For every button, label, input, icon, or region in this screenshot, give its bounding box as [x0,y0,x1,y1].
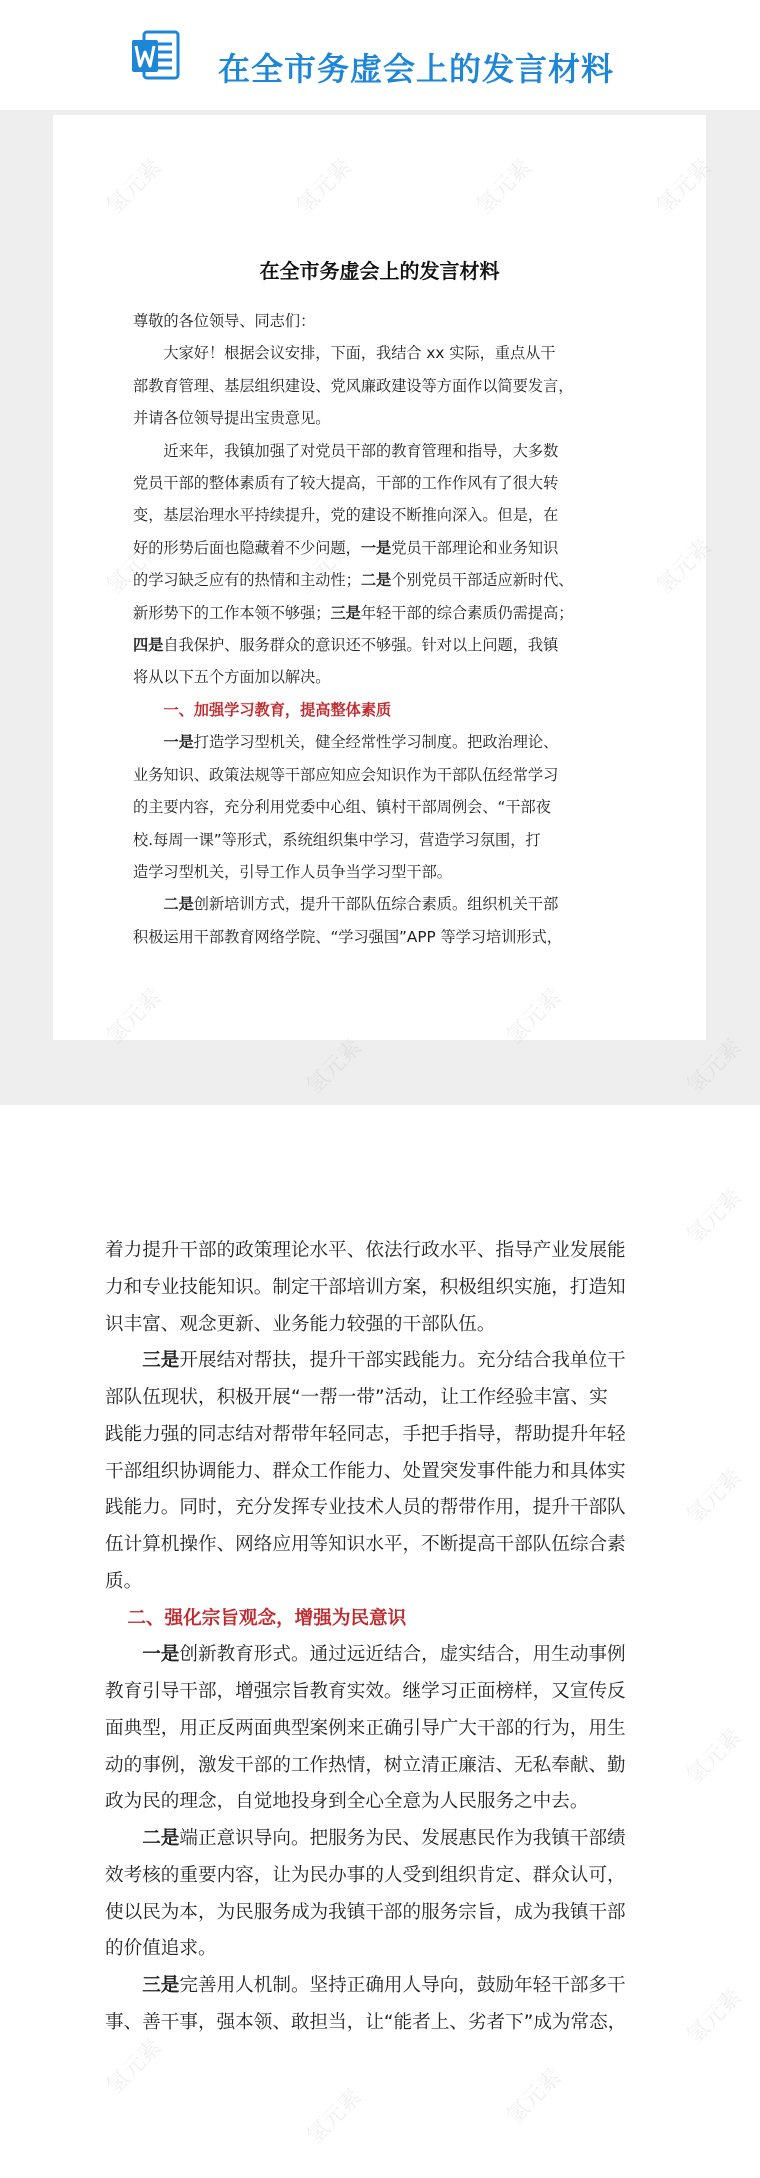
text-line [133,759,633,791]
text-line [133,564,633,596]
text-run: 践能力。同时，充分发挥专业技术人员的帮带作用，提升干部队 [105,1497,626,1519]
text-run: 创新培训方式，提升干部队伍综合素质。组织机关干部 [193,895,559,914]
text-run: 伍计算机操作、网络应用等知识水平，不断提高干部队伍综合素 [105,1534,626,1555]
text-run: 的主要内容，充分利用党委中心组、镇村干部周例会、“干部夜 [133,798,551,817]
text-line [105,1674,665,1711]
text-run: 积极运用干部教育网络学院、“学习强国”APP 等学习培训形式， [133,927,562,946]
word-document-icon [132,30,180,82]
text-line [133,661,633,693]
bold-marker: 一是 [360,538,392,557]
text-run: 端正意识导向。把服务为民、发展惠民作为我镇干部绩 [179,1828,626,1849]
section-heading [105,1601,665,1638]
text-line [105,1527,665,1564]
text-line [133,824,633,856]
text-run: 践能力强的同志结对帮带年轻同志，手把手指导，帮助提升年轻 [105,1423,626,1445]
watermark-text: 氢元素 [682,1184,747,1250]
text-line [133,402,633,434]
text-line [133,370,633,402]
text-line [133,305,633,337]
text-run: 动的事例，激发干部的工作热情，树立清正廉洁、无私奉献、勤 [105,1754,626,1776]
text-run: 面典型，用正反两面典型案例来正确引导广大干部的行为，用生 [105,1717,626,1739]
text-run: 干部组织协调能力、群众工作能力、处置突发事件能力和具体实 [105,1460,626,1482]
text-run: 创新教育形式。通过远近结合，虚实结合，用生动事例 [179,1644,626,1666]
text-line [105,1748,665,1785]
text-run: 党员干部的整体素质有了较大提高，干部的工作作风有了很大转 [133,474,559,493]
text-run: 教育引导干部，增强宗旨教育实效。继学习正面榜样，又宣传反 [105,1681,626,1702]
text-run: 事、善干事，强本领、敢担当，让“能者上、劣者下”成为常态， [105,2011,627,2033]
text-run: 新形势下的工作本领不够强； [133,603,331,622]
banner-title: 在全市务虚会上的发言材料 [218,50,615,88]
text-run: 变，基层治理水平持续提升，党的建设不断推向深入。但是，在 [133,506,559,525]
text-line [105,1711,665,1748]
watermark-text: 氢元素 [102,2034,167,2100]
text-line [133,791,633,823]
text-line [105,1454,665,1491]
bold-marker: 二是 [163,895,194,914]
document-title: 在全市务虚会上的发言材料 [259,259,500,283]
document-body-page-1 [133,305,633,953]
text-run: 力和专业技能知识。制定干部培训方案，积极组织实施，打造知 [105,1276,626,1298]
watermark-text: 氢元素 [302,2084,367,2150]
text-line [105,1490,665,1527]
text-run: 近来年，我镇加强了对党员干部的教育管理和指导，大多数 [163,441,559,460]
text-run: 部教育管理、基层组织建设、党风廉政建设等方面作以简要发言， [133,376,574,395]
text-line [133,921,633,953]
text-run: 二、强化宗旨观念，增强为民意识 [127,1607,407,1629]
text-run: 并请各位领导提出宝贵意见。 [133,409,331,428]
text-line [105,1895,665,1932]
text-line [133,629,633,661]
text-line [105,1637,665,1674]
bold-marker: 三是 [330,603,361,622]
text-line [105,1821,665,1858]
text-run: 一、加强学习教育，提高整体素质 [163,700,392,719]
text-line [105,1233,665,1270]
text-line [105,1417,665,1454]
bold-marker: 二是 [142,1828,180,1849]
text-run: 识丰富、观念更新、业务能力较强的干部队伍。 [105,1313,496,1335]
text-run: 的价值追求。 [105,1938,217,1960]
text-run: 党员干部理论和业务知识 [391,538,559,557]
watermark-text: 氢元素 [682,1724,747,1790]
section-heading [133,694,633,726]
text-line [133,597,633,629]
text-line [105,1564,665,1601]
text-line [133,337,633,369]
text-run: 完善用人机制。坚持正确用人导向，鼓励年轻干部多干 [179,1975,626,1996]
text-run: 尊敬的各位领导、同志们： [133,312,316,330]
text-line [133,467,633,499]
text-line [133,726,633,758]
text-line [133,888,633,920]
document-page-1 [53,115,706,1040]
watermark-text: 氢元素 [682,1984,747,2050]
text-line [105,1968,665,2005]
text-run: 好的形势后面也隐藏着不少问题， [133,538,361,557]
bold-marker: 三是 [142,1975,180,1996]
text-run: 年轻干部的综合素质仍需提高； [360,603,574,622]
text-run: 大家好！根据会议安排，下面，我结合 xx 实际，重点从干 [163,344,556,363]
banner [0,0,760,110]
text-run: 部队伍现状，积极开展“一帮一带”活动，让工作经验丰富、实 [105,1387,608,1408]
text-line [105,1307,665,1344]
text-line [105,1784,665,1821]
text-line [105,1931,665,1968]
text-run: 打造学习型机关，健全经常性学习制度。把政治理论、 [193,733,559,752]
text-run: 将从以下五个方面加以解决。 [133,668,331,687]
text-run: 校.每周一课”等形式，系统组织集中学习，营造学习氛围，打 [133,830,541,849]
text-run: 造学习型机关，引导工作人员争当学习型干部。 [133,862,452,881]
text-run: 着力提升干部的政策理论水平、依法行政水平、指导产业发展能 [105,1240,626,1261]
bold-marker: 三是 [142,1350,180,1372]
text-line [105,2005,665,2042]
text-run: 效考核的重要内容，让为民办事的人受到组织肯定、群众认可， [105,1864,626,1886]
bold-marker: 四是 [133,636,164,655]
text-run: 政为民的理念，自觉地投身到全心全意为人民服务之中去。 [105,1791,589,1813]
text-line [105,1343,665,1380]
text-line [133,499,633,531]
text-run: 业务知识、政策法规等干部应知应会知识作为干部队伍经常学习 [133,765,559,784]
text-line [105,1270,665,1307]
text-line [133,435,633,467]
text-line [133,856,633,888]
text-run: 质。 [105,1570,143,1592]
text-run: 自我保护、服务群众的意识还不够强。针对以上问题，我镇 [163,636,559,655]
watermark-text: 氢元素 [502,2064,567,2130]
text-line [105,1380,665,1417]
text-run: 开展结对帮扶，提升干部实践能力。充分结合我单位干 [179,1350,626,1372]
bold-marker: 一是 [163,733,194,752]
preview-background [0,110,760,1105]
bold-marker: 二是 [360,571,392,590]
bold-marker: 一是 [142,1644,180,1666]
text-line [133,532,633,564]
text-line [105,1858,665,1895]
text-run: 的学习缺乏应有的热情和主动性； [133,571,361,590]
watermark-text: 氢元素 [682,1464,747,1530]
text-run: 使以民为本，为民服务成为我镇干部的服务宗旨，成为我镇干部 [105,1901,626,1923]
text-run: 个别党员干部适应新时代、 [391,571,574,590]
document-body-page-2 [105,1233,665,2042]
